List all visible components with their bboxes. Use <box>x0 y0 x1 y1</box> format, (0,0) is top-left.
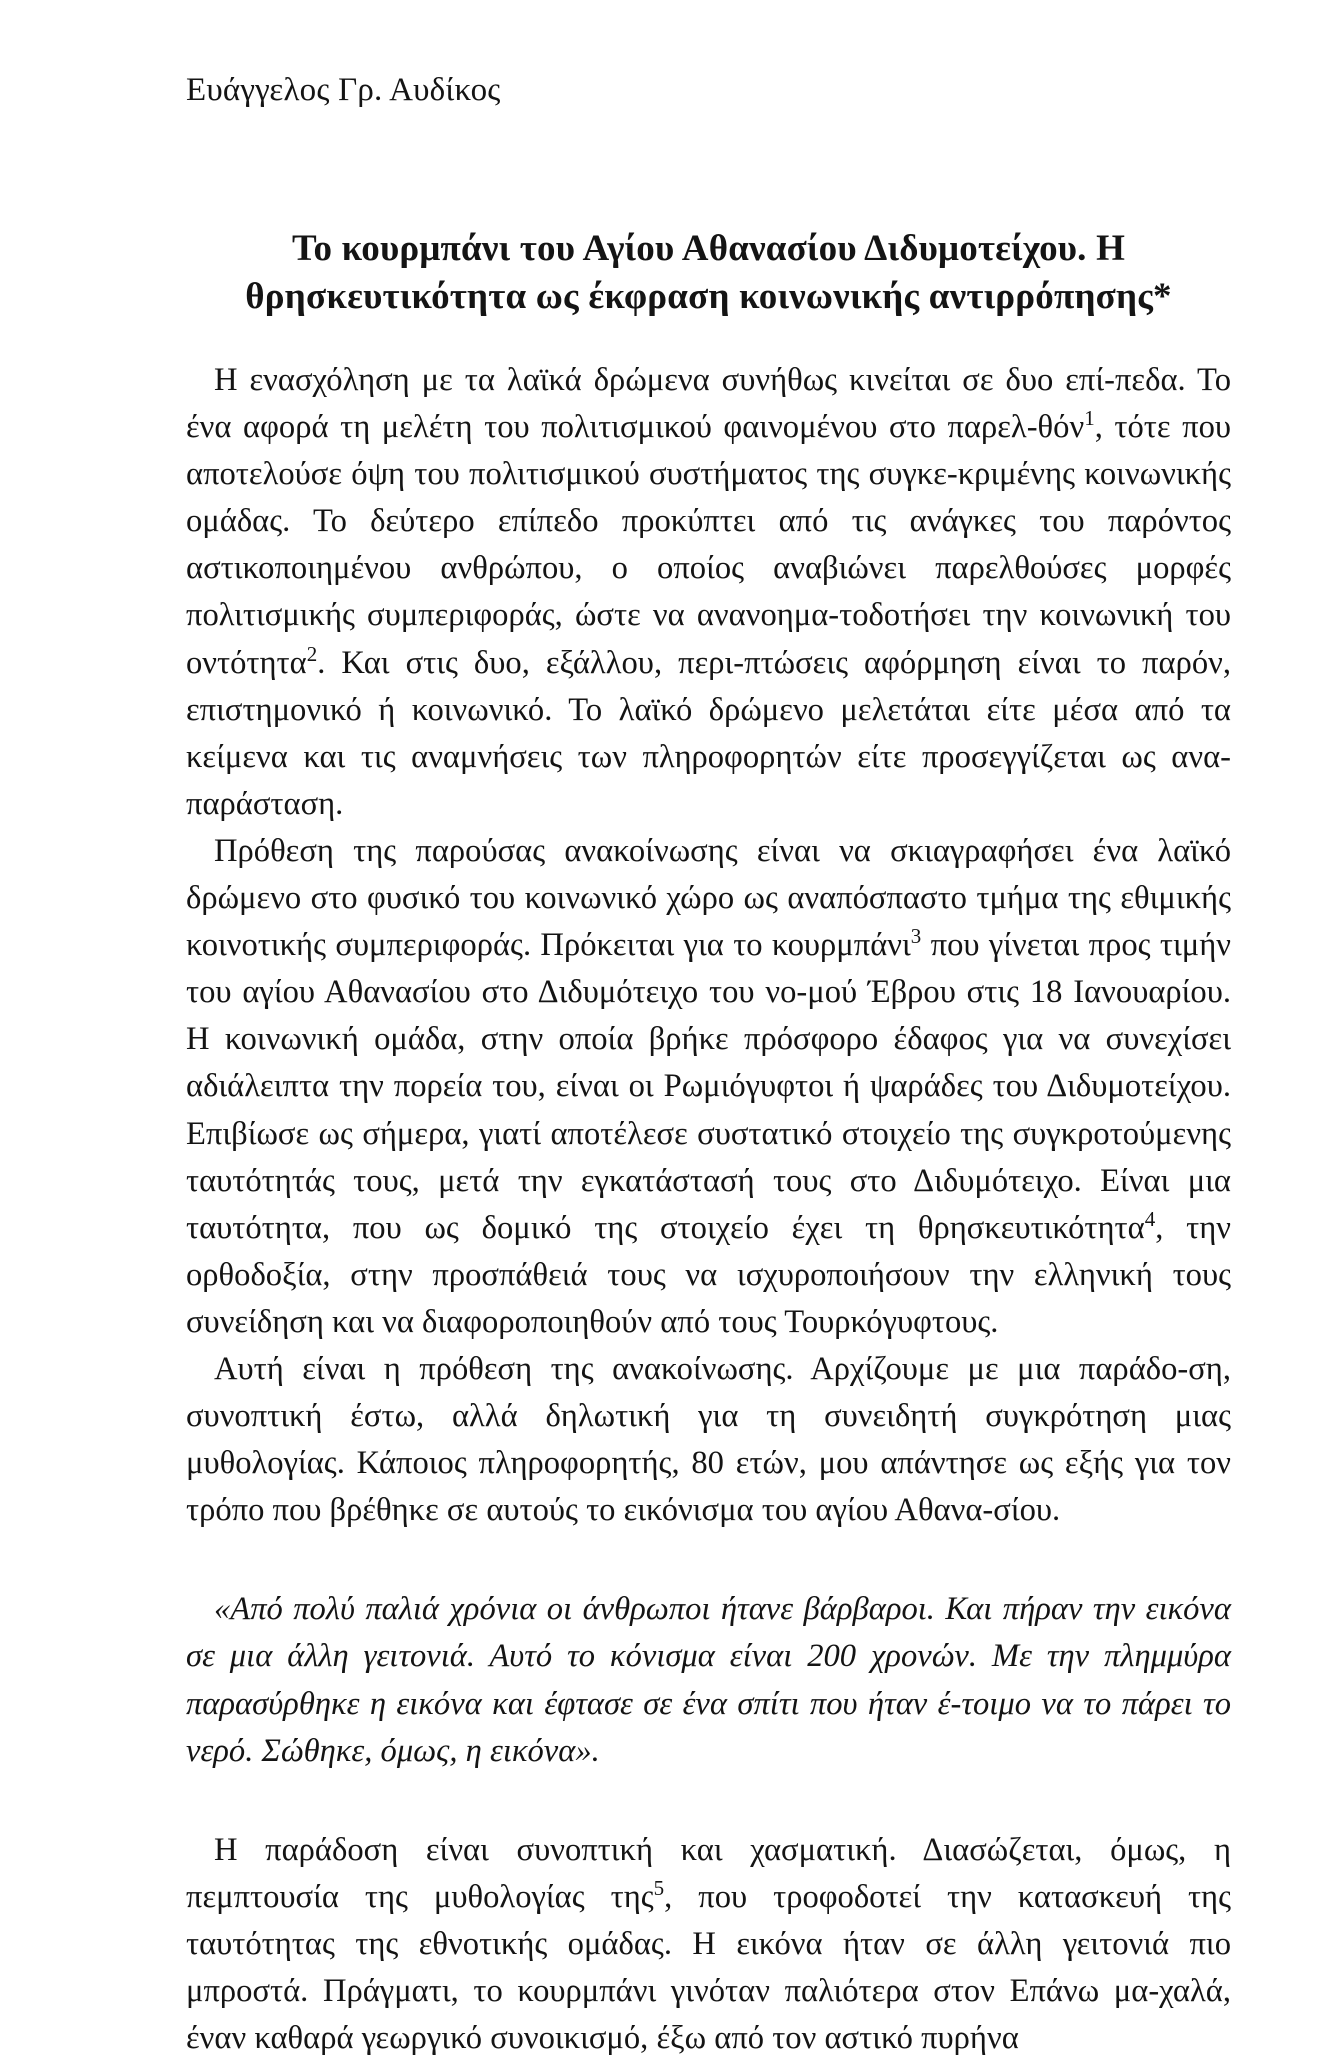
paragraph-2-part-b: που γίνεται προς τιμήν του αγίου Αθανασίου στο Διδυμότειχο του νο-μού Έβρου στις 18 Ιανουαρίου. Η κοινωνική ομάδα, στην οποία βρήκε πρόσφορο έδαφος για να συνεχίσει αδιάλειπτα την πορεία του, είναι οι Ρωμιόγυφτοι ή ψαράδες του Διδυμοτείχου. Επιβίωσε ως σήμερα, γιατί αποτέλεσε συστατικό στοιχείο της συγκροτούμενης ταυτότητάς τους, μετά την εγκατάστασή τους στο Διδυμότειχο. Είναι μια ταυτότητα, που ως δομικό της στοιχείο έχει τη θρησκευτικότητα <box>186 927 1231 1246</box>
footnote-ref-5: 5 <box>653 1875 665 1900</box>
paragraph-4 <box>186 1827 1231 2062</box>
paragraph-2 <box>186 828 1231 1346</box>
page <box>186 70 1231 2062</box>
paragraph-2-part-c: , την ορθοδοξία, στην προσπάθειά τους να ισχυροποιήσουν την ελληνική τους συνείδηση και να διαφοροποιηθούν από τους Τουρκόγυφτους. <box>186 1209 1231 1340</box>
article-title-line-2: θρησκευτικότητα ως έκφραση κοινωνικής αντιρρόπησης* <box>245 276 1172 317</box>
footnote-ref-4: 4 <box>1144 1206 1156 1231</box>
footnote-ref-2: 2 <box>306 641 318 666</box>
paragraph-1-part-a: Η ενασχόληση με τα λαϊκά δρώμενα συνήθως κινείται σε δυο επί-πεδα. Το ένα αφορά τη μελέτη του πολιτισμικού φαινομένου στο παρελ-θόν <box>186 362 1231 446</box>
footnote-ref-3: 3 <box>910 924 922 949</box>
article-body <box>186 357 1231 1534</box>
paragraph-3: Αυτή είναι η πρόθεση της ανακοίνωσης. Αρχίζουμε με μια παράδο-ση, συνοπτική έστω, αλλά δηλωτική για τη συνειδητή συγκρότηση μιας μυθολογίας. Κάποιος πληροφορητής, 80 ετών, μου απάντησε ως εξής για τον τρόπο που βρέθηκε σε αυτούς το εικόνισμα του αγίου Αθανα-σίου. <box>186 1350 1231 1529</box>
footnote-ref-1: 1 <box>1084 406 1095 431</box>
paragraph-4-part-b: , που τροφοδοτεί την κατασκευή της ταυτότητας της εθνοτικής ομάδας. Η εικόνα ήταν σε άλλη γειτονιά πιο μπροστά. Πράγματι, το κουρμπάνι γινόταν παλιότερα στον Επάνω μα-χαλά, έναν καθαρά γεωργικό συνοικισμό, έξω από τον αστικό πυρήνα <box>186 1878 1231 2057</box>
paragraph-1 <box>186 357 1231 828</box>
paragraph-1-part-c: . Και στις δυο, εξάλλου, περι-πτώσεις αφόρμηση είναι το παρόν, επιστημονικό ή κοινωνικό. Το λαϊκό δρώμενο μελετάται είτε μέσα από τα κείμενα και τις αναμνήσεις των πληροφορητών είτε προσεγγίζεται ως ανα-παράσταση. <box>186 644 1231 822</box>
paragraph-4-part-a: Η παράδοση είναι συνοπτική και χασματική. Διασώζεται, όμως, η πεμπτουσία της μυθολογίας της <box>186 1831 1231 1915</box>
article-title <box>186 225 1231 321</box>
informant-quote: «Από πολύ παλιά χρόνια οι άνθρωποι ήτανε βάρβαροι. Και πήραν την εικόνα σε μια άλλη γειτονιά. Αυτό το κόνισμα είναι 200 χρονών. Με την πλημμύρα παρασύρθηκε η εικόνα και έφτασε σε ένα σπίτι που ήταν έ-τοιμο να το πάρει το νερό. Σώθηκε, όμως, η εικόνα». <box>186 1591 1231 1769</box>
paragraph-1-part-b: , τότε που αποτελούσε όψη του πολιτισμικού συστήματος της συγκε-κριμένης κοινωνικής ομάδας. Το δεύτερο επίπεδο προκύπτει από τις ανάγκες του παρόντος αστικοποιημένου ανθρώπου, ο οποίος αναβιώνει παρελθούσες μορφές πολιτισμικής συμπεριφοράς, ώστε να ανανοημα-τοδοτήσει την κοινωνική του οντότητα <box>186 409 1231 681</box>
article-title-line-1: Το κουρμπάνι του Αγίου Αθανασίου Διδυμοτείχου. Η <box>291 228 1126 269</box>
running-head: Ευάγγελος Γρ. Αυδίκος <box>186 72 501 108</box>
paragraph-2-part-a: Πρόθεση της παρούσας ανακοίνωσης είναι να σκιαγραφήσει ένα λαϊκό δρώμενο στο φυσικό του κοινωνικό χώρο ως αναπόσπαστο τμήμα της εθιμικής κοινοτικής συμπεριφοράς. Πρόκειται για το κουρμπάνι <box>186 832 1231 964</box>
